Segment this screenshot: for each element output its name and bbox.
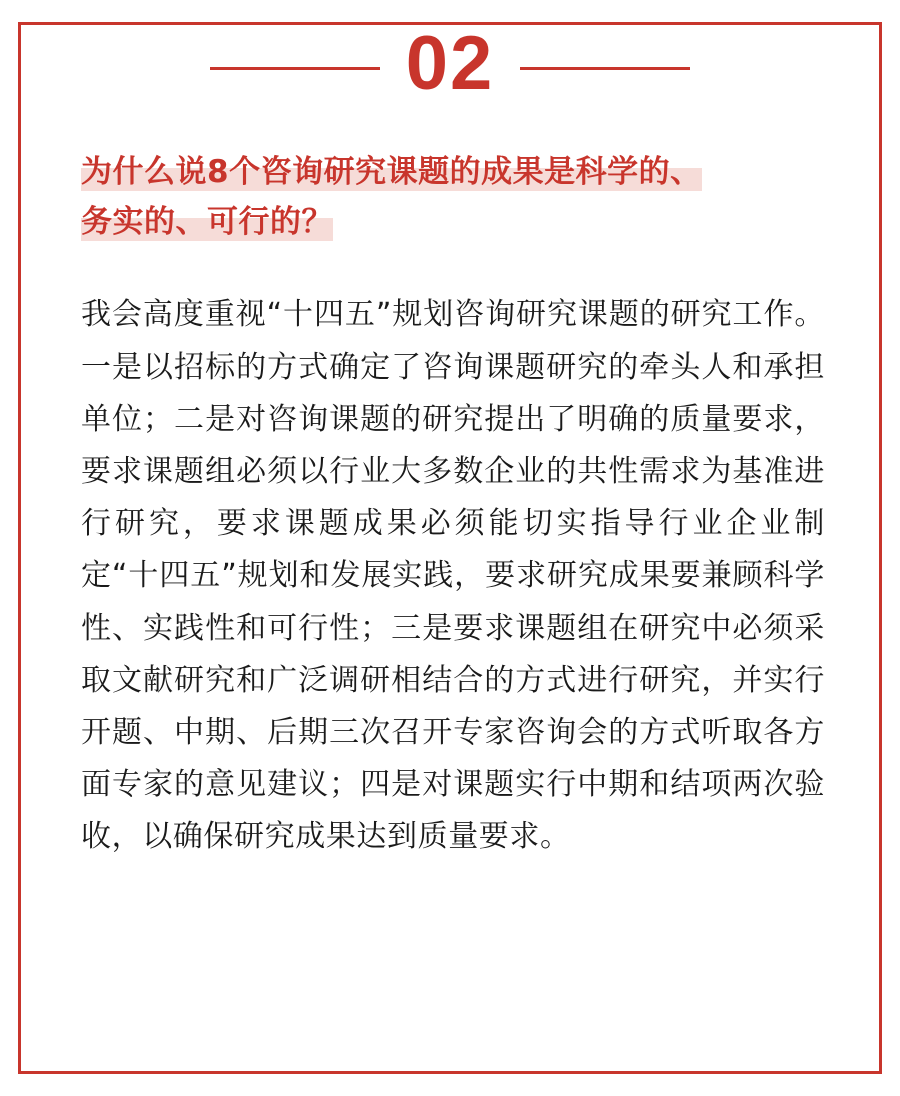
section-heading [81, 147, 825, 247]
card-content [81, 147, 825, 864]
content-card [18, 22, 882, 1074]
section-body-text: 我会高度重视“十四五”规划咨询研究课题的研究工作。一是以招标的方式确定了咨询课题研究的牵头人和承担单位；二是对咨询课题的研究提出了明确的质量要求，要求课题组必须以行业大多数企业的共性需求为基准进行研究，要求课题成果必须能切实指导行业企业制定“十四五”规划和发展实践，要求研究成果要兼顾科学性、实践性和可行性；三是要求课题组在研究中必须采取文献研究和广泛调研相结合的方式进行研究，并实行开题、中期、后期三次召开专家咨询会的方式听取各方面专家的意见建议；四是对课题实行中期和结项两次验收，以确保研究成果达到质量要求。 [81, 297, 825, 855]
section-heading-line-2: 务实的、可行的？ [81, 204, 333, 241]
section-heading-line-1: 为什么说8个咨询研究课题的成果是科学的、 [81, 154, 702, 190]
section-number: 02 [405, 21, 495, 106]
